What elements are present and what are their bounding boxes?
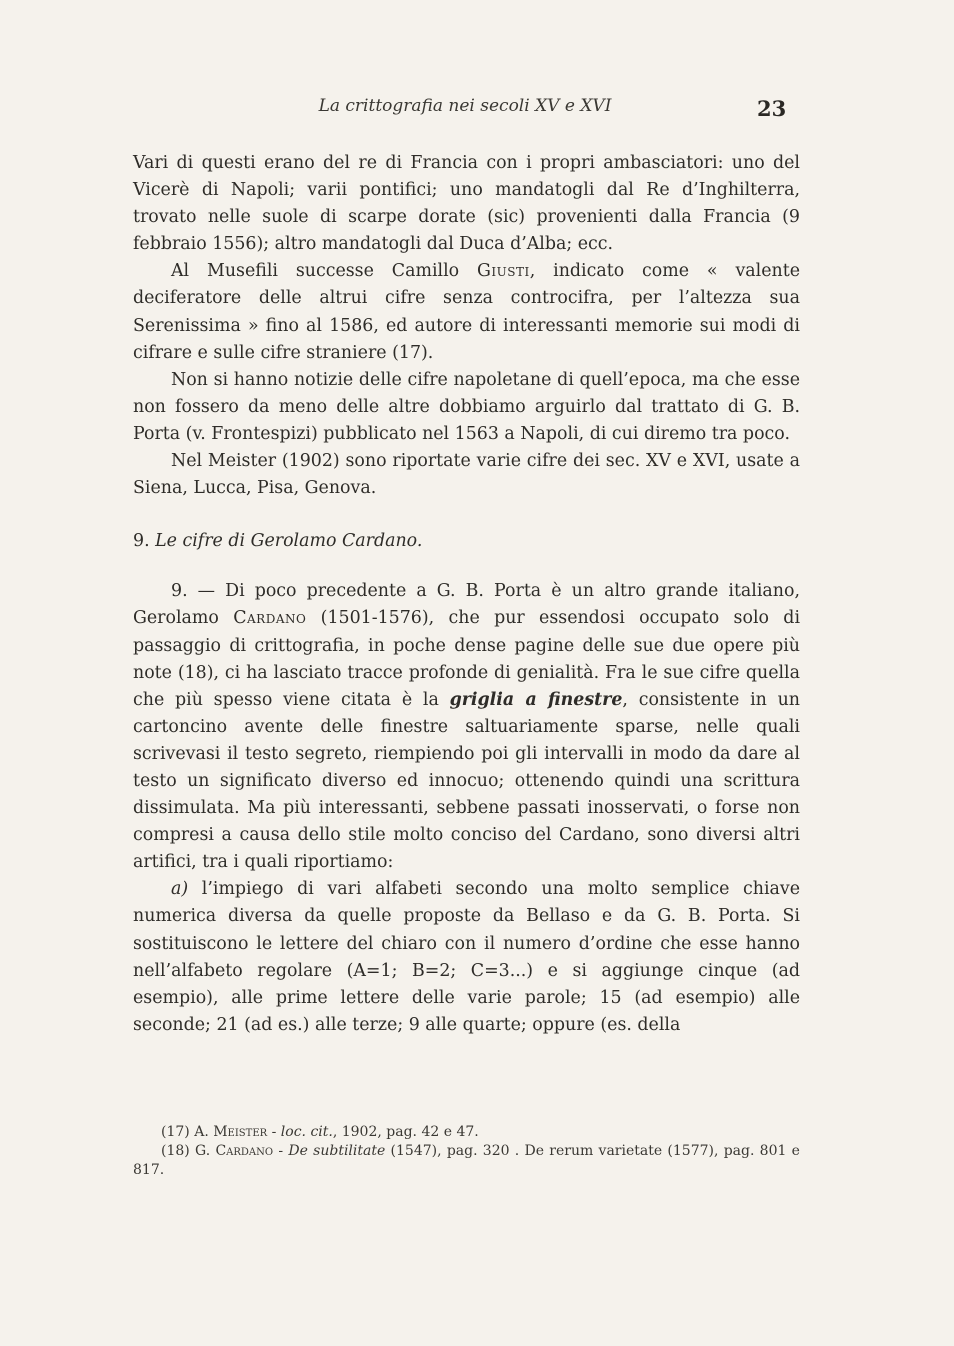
- paragraph-2-text-b: , indicato come « valente deciferatore delle altrui cifre senza controcifra, per l’altezza sua Serenissima » fino al 1586, ed autore di interessanti memorie sui modi di cifrare e sulle cifre straniere (17).: [133, 261, 800, 363]
- person-name-cardano: Cardano: [233, 608, 307, 629]
- footnote-18-sep: -: [273, 1143, 289, 1159]
- paragraph-5-text-a: 9. — Di poco precedente a G. B. Porta è un altro grande italiano, Gerolamo: [133, 581, 800, 629]
- paragraph-2: [133, 258, 800, 366]
- footnote-17-number: (17): [161, 1124, 190, 1140]
- paragraph-5: [133, 578, 800, 876]
- paragraph-4: Nel Meister (1902) sono riportate varie cifre dei sec. XV e XVI, usate a Siena, Lucca, Pisa, Genova.: [133, 451, 800, 499]
- section-number: 9.: [133, 531, 150, 552]
- paragraph-1: Vari di questi erano del re di Francia con i propri ambasciatori: uno del Vicerè di Napoli; varii pontifici; uno mandatogli dal Re d’Inghilterra, trovato nelle suole di scarpe dorate (sic) provenienti dalla Francia (9 febbraio 1556); altro mandatogli dal Duca d’Alba; ecc.: [133, 153, 800, 255]
- list-label-a: a): [171, 879, 189, 900]
- term-griglia: griglia a finestre: [449, 689, 623, 710]
- person-name-giusti: Giusti: [477, 261, 530, 282]
- paragraph-5-text-c: , consistente in un cartoncino avente delle finestre saltuariamente sparse, nelle quali scrivevasi il testo segreto, riempiendo poi gli intervalli in modo da dare al testo un significato diverso ed innocuo; ottenendo quindi una scrittura dissimulata. Ma più interessanti, sebbene passati inosservati, o forse non compresi a causa dello stile molto conciso del Cardano, sono diversi altri artifici, tra i quali riportiamo:: [133, 689, 800, 873]
- footnote-18-work: De subtilitate: [288, 1143, 386, 1159]
- footnote-17: [133, 1123, 800, 1142]
- footnote-17-author: A. Meister: [194, 1124, 268, 1140]
- paragraph-3: Non si hanno notizie delle cifre napoletane di quell’epoca, ma che esse non fossero da meno delle altre dobbiamo arguirlo dal trattato di G. B. Porta (v. Frontespizi) pubblicato nel 1563 a Napoli, di cui diremo tra poco.: [133, 369, 800, 444]
- running-title: La crittografia nei secoli XV e XVI: [318, 96, 612, 116]
- paragraph-6-text: l’impiego di vari alfabeti secondo una molto semplice chiave numerica diversa da quelle proposte da Bellaso e da G. B. Porta. Si sostituiscono le lettere del chiaro con il numero d’ordine che esse hanno nell’alfabeto regolare (A=1; B=2; C=3...) e si aggiunge cinque (ad esempio), alle prime lettere delle varie parole; 15 (ad esempio) alle seconde; 21 (ad es.) alle terze; 9 alle quarte; oppure (es. della: [133, 879, 800, 1035]
- footnotes: [133, 1123, 800, 1180]
- footnote-18-number: (18): [161, 1143, 190, 1159]
- page-number: 23: [757, 96, 787, 121]
- paragraph-2-text-a: Al Musefili successe Camillo: [171, 261, 477, 282]
- footnote-18-author: G. Cardano: [195, 1143, 274, 1159]
- footnote-17-ref: loc. cit.: [280, 1124, 333, 1140]
- footnote-17-sep: -: [267, 1124, 281, 1140]
- section-heading: [133, 528, 800, 555]
- footnote-18: [133, 1142, 800, 1180]
- paragraph-5-text-b: (1501-1576), che pur essendosi occupato solo di passaggio di crittografia, in poche dense pagine delle sue due opere più note (18), ci ha lasciato tracce profonde di genialità. Fra le sue cifre quella che più spesso viene citata è la: [133, 608, 801, 710]
- main-text: [133, 150, 800, 1039]
- section-title: Le cifre di Gerolamo Cardano.: [155, 531, 423, 552]
- footnote-17-rest: , 1902, pag. 42 e 47.: [332, 1124, 479, 1140]
- footnote-18-rest: (1547), pag. 320 . De rerum varietate (1577), pag. 801 e 817.: [133, 1143, 800, 1178]
- paragraph-6: [133, 876, 800, 1039]
